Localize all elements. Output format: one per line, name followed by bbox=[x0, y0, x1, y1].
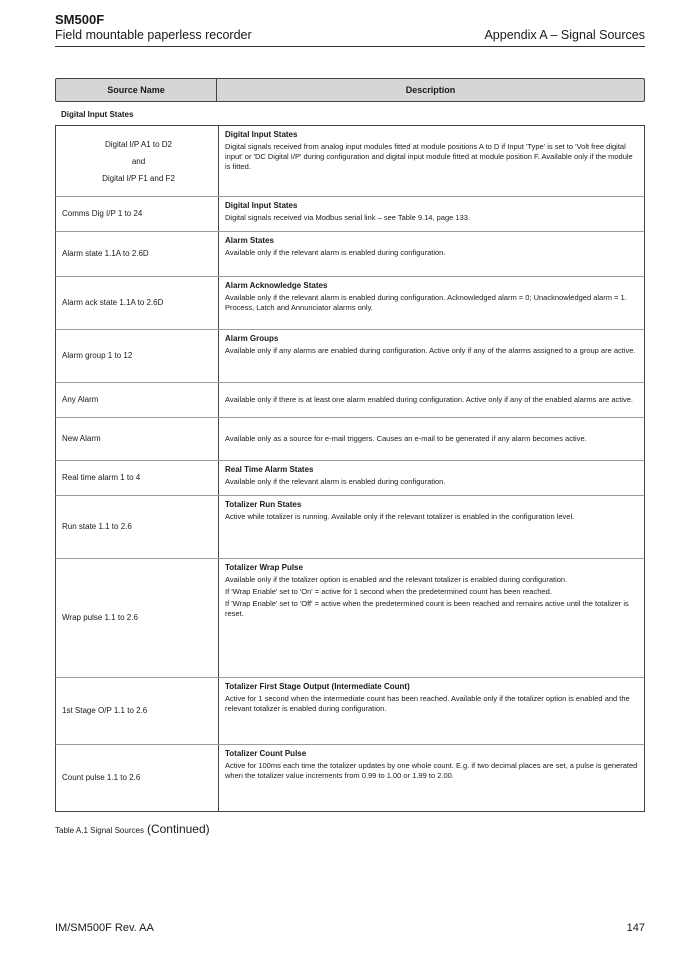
description-cell bbox=[219, 197, 644, 231]
description-text: Digital signals received via Modbus serial link – see Table 9.14, page 133. bbox=[225, 213, 471, 222]
source-name: Digital I/P A1 to D2 bbox=[105, 139, 172, 149]
description-text: Available only as a source for e-mail triggers. Causes an e-mail to be generated if any alarm becomes active. bbox=[225, 434, 587, 443]
description-cell bbox=[219, 559, 644, 677]
column-header-description: Description bbox=[405, 85, 456, 95]
page-number: 147 bbox=[626, 922, 645, 934]
source-name: Any Alarm bbox=[62, 395, 99, 404]
source-name-cell bbox=[56, 496, 219, 558]
source-name-cell bbox=[56, 418, 219, 460]
description-text: If 'Wrap Enable' set to 'Off' = active when the predetermined count is been reached and remains active until the totalizer is reset. bbox=[225, 599, 629, 618]
table-row bbox=[55, 678, 645, 745]
description-title: Digital Input States bbox=[225, 201, 298, 210]
source-name: 1st Stage O/P 1.1 to 2.6 bbox=[62, 706, 148, 715]
table-body bbox=[55, 125, 645, 812]
table-row bbox=[55, 383, 645, 418]
product-subtitle: Field mountable paperless recorder bbox=[55, 28, 252, 42]
description-title: Alarm States bbox=[225, 236, 274, 245]
source-name-cell bbox=[56, 745, 219, 811]
source-name: Digital I/P F1 and F2 bbox=[102, 173, 175, 183]
table-row bbox=[55, 745, 645, 811]
caption-continued: (Continued) bbox=[146, 822, 210, 836]
table-row bbox=[55, 496, 645, 559]
description-title: Totalizer Count Pulse bbox=[225, 749, 307, 758]
source-name-cell bbox=[56, 678, 219, 744]
document-id: IM/SM500F Rev. AA bbox=[55, 922, 154, 934]
page-header bbox=[55, 12, 645, 43]
description-title: Real Time Alarm States bbox=[225, 465, 314, 474]
source-name-cell bbox=[56, 277, 219, 329]
source-name: Comms Dig I/P 1 to 24 bbox=[62, 209, 143, 218]
table-caption bbox=[55, 822, 210, 836]
description-cell bbox=[219, 383, 644, 417]
table-row bbox=[55, 126, 645, 197]
source-name-cell bbox=[56, 197, 219, 231]
description-text: Digital signals received from analog input modules fitted at module positions A to D if Input 'Type' is set to 'Volt free digital input' or 'DC Digital I/P' during configuration and digital input module fitted at module position F. Available only if the module is fitted. bbox=[225, 142, 633, 171]
table-row bbox=[55, 559, 645, 678]
header-divider bbox=[55, 46, 645, 47]
description-title: Totalizer Wrap Pulse bbox=[225, 563, 303, 572]
source-name-cell bbox=[56, 232, 219, 276]
table-row bbox=[55, 277, 645, 330]
description-cell bbox=[219, 461, 644, 495]
description-cell bbox=[219, 745, 644, 811]
source-name: and bbox=[131, 156, 146, 166]
source-name: Count pulse 1.1 to 2.6 bbox=[62, 773, 141, 782]
table-row bbox=[55, 330, 645, 383]
description-text: Available only if the totalizer option is enabled and the relevant totalizer is enabled during configuration. bbox=[225, 575, 568, 584]
table-row bbox=[55, 232, 645, 277]
source-name-cell bbox=[56, 559, 219, 677]
description-title: Totalizer First Stage Output (Intermediate Count) bbox=[225, 682, 410, 691]
source-name: Run state 1.1 to 2.6 bbox=[62, 522, 132, 531]
source-name-cell bbox=[56, 126, 219, 196]
table-row bbox=[55, 418, 645, 461]
description-text: Active while totalizer is running. Available only if the relevant totalizer is enabled in the configuration level. bbox=[225, 512, 575, 521]
section-label: Digital Input States bbox=[61, 110, 134, 119]
description-cell bbox=[219, 418, 644, 460]
description-title: Alarm Groups bbox=[225, 334, 279, 343]
description-title: Alarm Acknowledge States bbox=[225, 281, 328, 290]
description-text: Available only if the relevant alarm is enabled during configuration. Acknowledged alarm = 0; Unacknowledged alarm = 1. Process, Latch and Annunciator alarms only. bbox=[225, 293, 627, 312]
table-row bbox=[55, 461, 645, 496]
source-name: Alarm group 1 to 12 bbox=[62, 351, 133, 360]
description-cell bbox=[219, 678, 644, 744]
caption-label: Table A.1 Signal Sources bbox=[55, 826, 144, 835]
source-name: Wrap pulse 1.1 to 2.6 bbox=[62, 613, 138, 622]
source-name: Alarm state 1.1A to 2.6D bbox=[62, 249, 149, 258]
source-name: Alarm ack state 1.1A to 2.6D bbox=[62, 298, 164, 307]
page-footer bbox=[55, 922, 645, 934]
section-title: Appendix A – Signal Sources bbox=[484, 28, 645, 42]
source-name-cell bbox=[56, 330, 219, 382]
description-text: Available only if the relevant alarm is enabled during configuration. bbox=[225, 248, 446, 257]
column-header-source: Source Name bbox=[56, 79, 217, 101]
table-row bbox=[55, 197, 645, 232]
description-title: Digital Input States bbox=[225, 130, 298, 139]
description-cell bbox=[219, 126, 644, 196]
description-cell bbox=[219, 330, 644, 382]
description-cell bbox=[219, 232, 644, 276]
source-name: Real time alarm 1 to 4 bbox=[62, 473, 141, 482]
source-name-cell bbox=[56, 461, 219, 495]
description-text: Active for 100ms each time the totalizer updates by one whole count. E.g. if two decimal places are set, a pulse is generated when the totalizer value increments from 0.99 to 1.00 or 1.99 to 2.00. bbox=[225, 761, 638, 780]
description-cell bbox=[219, 277, 644, 329]
table-header bbox=[55, 78, 645, 102]
product-name: SM500F bbox=[55, 12, 105, 27]
description-title: Totalizer Run States bbox=[225, 500, 302, 509]
source-name: New Alarm bbox=[62, 434, 101, 443]
description-text: Active for 1 second when the intermediate count has been reached. Available only if the totalizer option is enabled and the relevant totalizer is enabled during configuration. bbox=[225, 694, 630, 713]
description-text: Available only if there is at least one alarm enabled during configuration. Active only if any of the enabled alarms are active. bbox=[225, 395, 634, 404]
description-text: Available only if any alarms are enabled during configuration. Active only if any of the alarms assigned to a group are active. bbox=[225, 346, 636, 355]
description-text: Available only if the relevant alarm is enabled during configuration. bbox=[225, 477, 446, 486]
signal-sources-table bbox=[55, 78, 645, 812]
description-text: If 'Wrap Enable' set to 'On' = active for 1 second when the predetermined count has been reached. bbox=[225, 587, 552, 596]
description-cell bbox=[219, 496, 644, 558]
source-name-cell bbox=[56, 383, 219, 417]
